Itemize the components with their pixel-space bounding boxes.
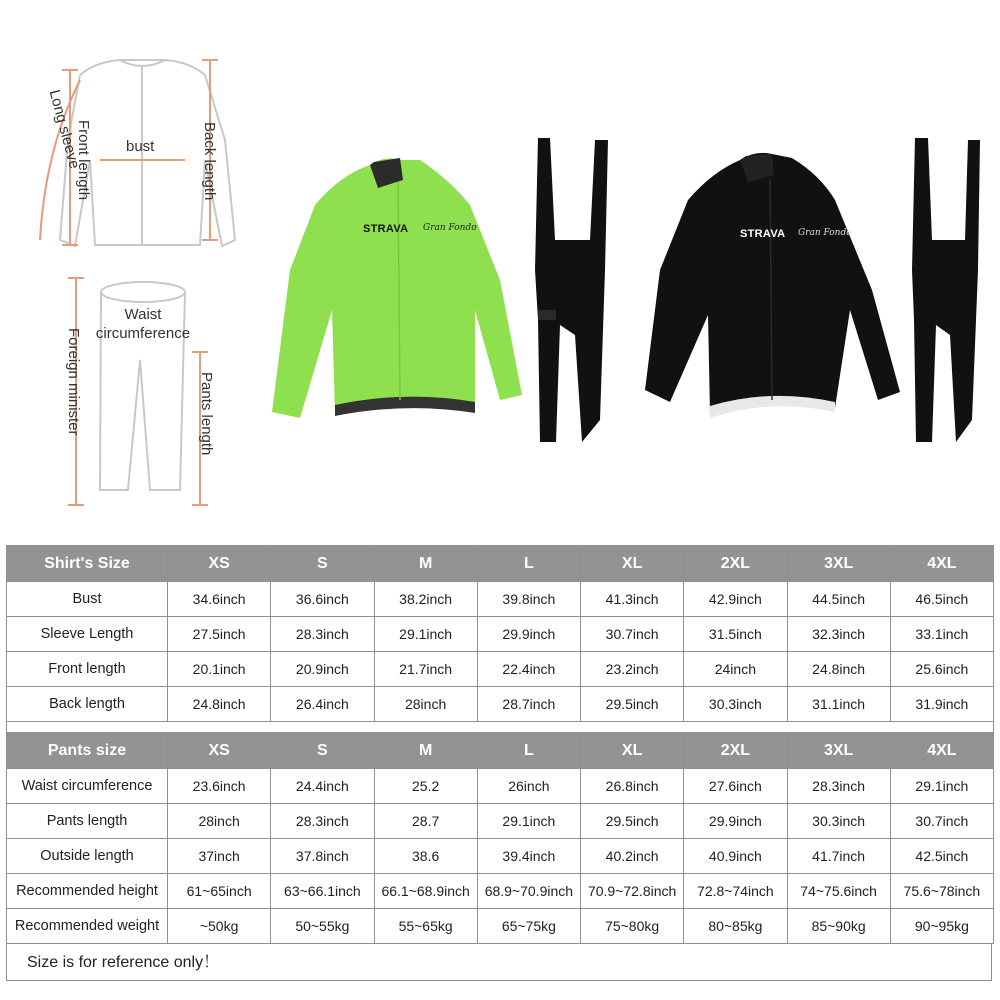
table-row (7, 874, 994, 909)
table-cell: 37inch (168, 839, 271, 874)
header-cell: XS (168, 546, 271, 582)
table-cell: 30.3inch (787, 804, 890, 839)
table-cell: 55~65kg (374, 909, 477, 944)
front-length-label: Front length (75, 120, 92, 201)
reference-note: Size is for reference only！ (6, 943, 992, 981)
table-cell: 21.7inch (374, 652, 477, 687)
row-label: Recommended weight (7, 909, 168, 944)
header-cell: 2XL (684, 733, 787, 769)
table-cell: 44.5inch (787, 582, 890, 617)
table-cell: 23.2inch (581, 652, 684, 687)
table-cell: 27.5inch (168, 617, 271, 652)
table-cell: 31.5inch (684, 617, 787, 652)
table-cell: 20.1inch (168, 652, 271, 687)
table-cell: 24.4inch (271, 769, 374, 804)
green-jersey-image (272, 158, 522, 418)
table-cell: 28.3inch (271, 804, 374, 839)
foreign-minister-label: Foreign minister (65, 328, 82, 436)
table-cell: 25.2 (374, 769, 477, 804)
table-cell: 75.6~78inch (890, 874, 993, 909)
table-cell: 37.8inch (271, 839, 374, 874)
table-cell: 75~80kg (581, 909, 684, 944)
table-cell: 85~90kg (787, 909, 890, 944)
table-cell: 23.6inch (168, 769, 271, 804)
table-cell: 22.4inch (477, 652, 580, 687)
header-cell: M (374, 733, 477, 769)
table-cell: 28.7 (374, 804, 477, 839)
header-cell: 3XL (787, 733, 890, 769)
table-cell: 20.9inch (271, 652, 374, 687)
header-cell: 4XL (890, 733, 993, 769)
table-cell: 61~65inch (168, 874, 271, 909)
table-cell: 29.1inch (890, 769, 993, 804)
table-cell: 29.1inch (374, 617, 477, 652)
jersey-pants-outline-drawing (0, 0, 260, 520)
table-cell: 41.7inch (787, 839, 890, 874)
table-cell: 41.3inch (581, 582, 684, 617)
table-cell: 24inch (684, 652, 787, 687)
header-cell: 3XL (787, 546, 890, 582)
table-cell: 29.9inch (477, 617, 580, 652)
row-label: Back length (7, 687, 168, 722)
table-cell: 26.4inch (271, 687, 374, 722)
black-jersey-script: Gran Fondo (798, 228, 852, 238)
green-jersey-script: Gran Fondo (423, 223, 477, 233)
table-cell: 70.9~72.8inch (581, 874, 684, 909)
table-cell: 31.1inch (787, 687, 890, 722)
table-cell: 24.8inch (787, 652, 890, 687)
table-cell: 33.1inch (890, 617, 993, 652)
green-jersey-brand: STRAVA (363, 223, 409, 235)
long-sleeve-label: Long sleeve (45, 88, 83, 171)
table-cell: 65~75kg (477, 909, 580, 944)
header-cell: M (374, 546, 477, 582)
black-bib-tights-image-2 (912, 138, 980, 442)
row-label: Pants length (7, 804, 168, 839)
cycling-kit-illustration (260, 120, 1000, 460)
table-cell: 72.8~74inch (684, 874, 787, 909)
table-cell: 29.1inch (477, 804, 580, 839)
table-row (7, 582, 994, 617)
table-cell: 30.7inch (581, 617, 684, 652)
table-cell: 39.8inch (477, 582, 580, 617)
table-spacer (6, 720, 994, 732)
table-cell: 28inch (168, 804, 271, 839)
table-row (7, 687, 994, 722)
product-images (260, 120, 1000, 460)
row-label: Bust (7, 582, 168, 617)
table-cell: 29.5inch (581, 804, 684, 839)
table-cell: 28inch (374, 687, 477, 722)
table-cell: 28.3inch (271, 617, 374, 652)
table-cell: 42.5inch (890, 839, 993, 874)
table-row (7, 617, 994, 652)
table-cell: 28.7inch (477, 687, 580, 722)
table-cell: 29.5inch (581, 687, 684, 722)
table-cell: 38.2inch (374, 582, 477, 617)
table-cell: 68.9~70.9inch (477, 874, 580, 909)
header-cell: XL (581, 546, 684, 582)
table-cell: 24.8inch (168, 687, 271, 722)
table-cell: 25.6inch (890, 652, 993, 687)
table-row (7, 839, 994, 874)
table-row (7, 804, 994, 839)
header-cell: XL (581, 733, 684, 769)
black-jersey-image (645, 153, 900, 418)
table-row (7, 769, 994, 804)
table-cell: 90~95kg (890, 909, 993, 944)
table-cell: 36.6inch (271, 582, 374, 617)
header-cell: L (477, 546, 580, 582)
table-row (7, 909, 994, 944)
pants-header-row (7, 733, 994, 769)
table-cell: 74~75.6inch (787, 874, 890, 909)
header-cell: S (271, 733, 374, 769)
table-cell: 27.6inch (684, 769, 787, 804)
black-jersey-brand: STRAVA (740, 228, 786, 240)
table-cell: 40.2inch (581, 839, 684, 874)
table-cell: 29.9inch (684, 804, 787, 839)
row-label: Waist circumference (7, 769, 168, 804)
shirt-size-table (6, 545, 994, 722)
table-cell: 66.1~68.9inch (374, 874, 477, 909)
row-label: Recommended height (7, 874, 168, 909)
table-cell: 42.9inch (684, 582, 787, 617)
pants-size-table (6, 732, 994, 944)
measurement-diagrams (0, 0, 260, 520)
header-cell: Shirt's Size (7, 546, 168, 582)
row-label: Outside length (7, 839, 168, 874)
table-cell: ~50kg (168, 909, 271, 944)
header-cell: L (477, 733, 580, 769)
header-cell: Pants size (7, 733, 168, 769)
table-cell: 32.3inch (787, 617, 890, 652)
waist-circumference-label: Waist circumference (95, 306, 191, 342)
bust-label: bust (126, 138, 155, 155)
table-cell: 80~85kg (684, 909, 787, 944)
table-row (7, 652, 994, 687)
table-cell: 63~66.1inch (271, 874, 374, 909)
row-label: Front length (7, 652, 168, 687)
table-cell: 46.5inch (890, 582, 993, 617)
table-cell: 38.6 (374, 839, 477, 874)
table-cell: 39.4inch (477, 839, 580, 874)
table-cell: 30.3inch (684, 687, 787, 722)
shirt-header-row (7, 546, 994, 582)
header-cell: S (271, 546, 374, 582)
black-bib-tights-image (535, 138, 608, 442)
table-cell: 31.9inch (890, 687, 993, 722)
table-cell: 28.3inch (787, 769, 890, 804)
table-cell: 40.9inch (684, 839, 787, 874)
pants-length-label: Pants length (198, 372, 215, 456)
table-cell: 30.7inch (890, 804, 993, 839)
header-cell: 2XL (684, 546, 787, 582)
header-cell: 4XL (890, 546, 993, 582)
table-cell: 50~55kg (271, 909, 374, 944)
table-cell: 26.8inch (581, 769, 684, 804)
row-label: Sleeve Length (7, 617, 168, 652)
back-length-label: Back length (201, 122, 218, 201)
header-cell: XS (168, 733, 271, 769)
table-cell: 34.6inch (168, 582, 271, 617)
table-cell: 26inch (477, 769, 580, 804)
